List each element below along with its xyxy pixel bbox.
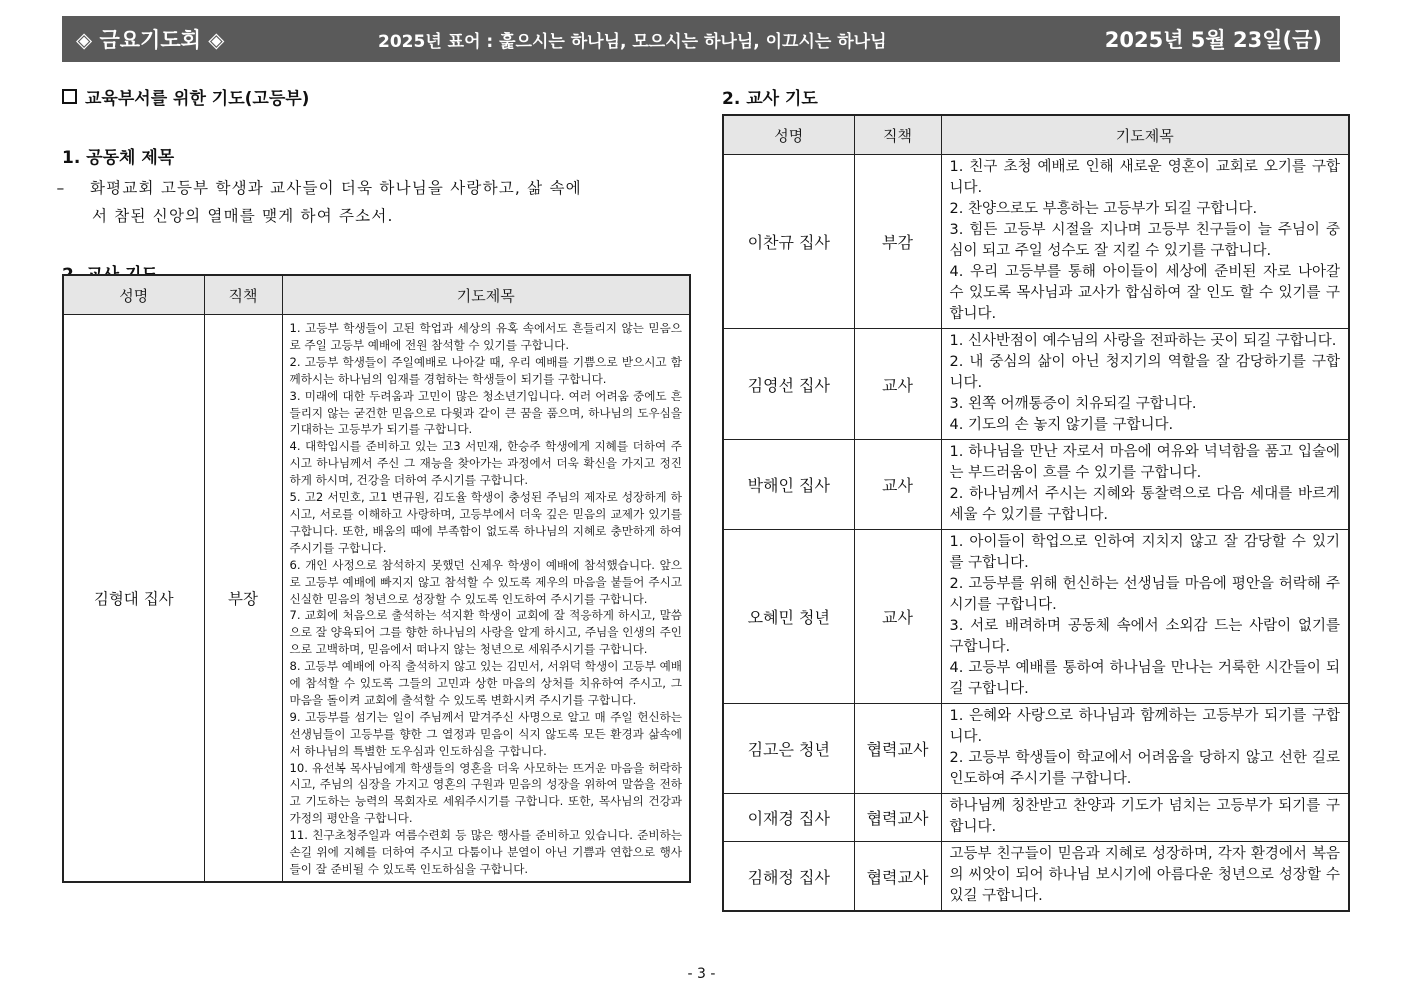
- teacher-role: 교사: [854, 329, 941, 440]
- table-row: [723, 704, 1349, 794]
- teacher-role: 협력교사: [854, 704, 941, 794]
- prayer-list: [941, 842, 1349, 912]
- table-row: [723, 155, 1349, 329]
- right-column: [722, 84, 1348, 904]
- table-header-row: [63, 275, 690, 315]
- teacher-role: 협력교사: [854, 794, 941, 842]
- table-header-row: [723, 115, 1349, 155]
- prayer-list: [282, 315, 690, 882]
- header-prayer: 기도제목: [941, 115, 1349, 155]
- section-title-text: 교육부서를 위한 기도(고등부): [85, 89, 310, 109]
- prayer-item: 1. 은혜와 사랑으로 하나님과 함께하는 고등부가 되기를 구합니다.: [949, 708, 1340, 745]
- teacher-name: 김영선 집사: [723, 329, 854, 440]
- teacher-name: 이찬규 집사: [723, 155, 854, 329]
- prayer-item: 9. 고등부를 섬기는 일이 주님께서 맡겨주신 사명으로 알고 매 주일 헌신하는 선생님들이 고등부를 향한 그 열정과 믿음이 식지 않도록 모든 환경과 삶속에서 하나님의 특별한 도우심과 인도하심을 구합니다.: [289, 709, 682, 758]
- prayer-item: 2. 하나님께서 주시는 지혜와 통찰력으로 다음 세대를 바르게 세울 수 있기를 구합니다.: [949, 486, 1340, 523]
- prayer-list: [941, 704, 1349, 794]
- header-prayer: 기도제목: [282, 275, 690, 315]
- prayer-item: 4. 고등부 예배를 통하여 하나님을 만나는 거룩한 시간들이 되길 구합니다.: [949, 660, 1340, 697]
- teacher-name: 박해인 집사: [723, 440, 854, 530]
- prayer-item: 3. 왼쪽 어깨통증이 치유되길 구합니다.: [949, 396, 1197, 412]
- header-service-title: ◈ 금요기도회 ◈: [76, 28, 225, 52]
- teacher-name: 김해정 집사: [723, 842, 854, 912]
- header-date: 2025년 5월 23일(금): [1104, 28, 1322, 52]
- teacher-role: 부장: [204, 315, 282, 882]
- teacher-prayer-table-left: [62, 274, 691, 883]
- table-row: [723, 842, 1349, 912]
- prayer-item: 2. 내 중심의 삶이 아닌 청지기의 역할을 잘 감당하기를 구합니다.: [949, 354, 1340, 391]
- teacher-role: 교사: [854, 440, 941, 530]
- prayer-item: 2. 고등부를 위해 헌신하는 선생님들 마음에 평안을 허락해 주시기를 구합니다.: [949, 576, 1340, 613]
- teacher-role: 협력교사: [854, 842, 941, 912]
- prayer-item: 3. 서로 배려하며 공동체 속에서 소외감 드는 사람이 없기를 구합니다.: [949, 618, 1340, 655]
- prayer-item: 4. 대학입시를 준비하고 있는 고3 서민재, 한승주 학생에게 지혜를 더하여 주시고 하나님께서 주신 그 재능을 찾아가는 과정에서 더욱 확신을 가지고 정진하게 하시며, 건강을 더하여 주시기를 구합니다.: [289, 439, 683, 488]
- prayer-item: 1. 고등부 학생들이 고된 학업과 세상의 유혹 속에서도 흔들리지 않는 믿음으로 주일 고등부 예배에 전원 참석할 수 있기를 구합니다.: [289, 321, 682, 352]
- prayer-item: 1. 친구 초청 예배로 인해 새로운 영혼이 교회로 오기를 구합니다.: [949, 159, 1340, 196]
- prayer-item: 3. 미래에 대한 두려움과 고민이 많은 청소년기입니다. 여러 어려움 중에도 흔들리지 않는 굳건한 믿음으로 다윗과 같이 큰 꿈을 품으며, 하나님의 도우심을 기대하는 고등부가 되기를 구합니다.: [289, 388, 682, 437]
- teacher-prayer-table-right: [722, 114, 1350, 912]
- table-row: [723, 794, 1349, 842]
- prayer-item: 6. 개인 사정으로 참석하지 못했던 신제우 학생이 예배에 참석했습니다. 앞으로 고등부 예배에 빠지지 않고 참석할 수 있도록 제우의 마음을 붙들어 주시고 신실한 믿음의 청년으로 성장할 수 있도록 인도하여 주시기를 구합니다.: [289, 557, 682, 606]
- prayer-item: 4. 우리 고등부를 통해 아이들이 세상에 준비된 자로 나아갈 수 있도록 목사님과 교사가 합심하여 잘 인도 할 수 있기를 구합니다.: [949, 264, 1340, 322]
- table-row: [723, 440, 1349, 530]
- teacher-role: 부감: [854, 155, 941, 329]
- prayer-item: 3. 힘든 고등부 시절을 지나며 고등부 친구들이 늘 주님이 중심이 되고 주일 성수도 잘 지킬 수 있기를 구합니다.: [949, 222, 1340, 259]
- community-title: 1. 공동체 제목: [62, 148, 175, 168]
- prayer-item: 2. 고등부 학생들이 주일예배로 나아갈 때, 우리 예배를 기쁨으로 받으시고 함께하시는 하나님의 임재를 경험하는 학생들이 되기를 구합니다.: [289, 354, 682, 386]
- left-column: [56, 84, 690, 876]
- teacher-name: 오혜민 청년: [723, 530, 854, 704]
- prayer-item: 1. 아이들이 학업으로 인하여 지치지 않고 잘 감당할 수 있기를 구합니다.: [949, 534, 1340, 571]
- prayer-item: 하나님께 칭찬받고 찬양과 기도가 넘치는 고등부가 되기를 구합니다.: [949, 798, 1340, 835]
- teacher-name: 김고은 청년: [723, 704, 854, 794]
- prayer-item: 1. 하나님을 만난 자로서 마음에 여유와 넉넉함을 품고 입술에는 부드러움이 흐를 수 있기를 구합니다.: [949, 444, 1340, 481]
- prayer-list: [941, 329, 1349, 440]
- dash-bullet-icon: –: [56, 179, 66, 197]
- teacher-role: 교사: [854, 530, 941, 704]
- teacher-name: 이재경 집사: [723, 794, 854, 842]
- section-title: [62, 84, 690, 109]
- table-row: [723, 329, 1349, 440]
- checkbox-square-icon: [62, 89, 77, 104]
- prayer-item: 4. 기도의 손 놓지 않기를 구합니다.: [949, 417, 1174, 433]
- table-row: [723, 530, 1349, 704]
- prayer-item: 고등부 친구들이 믿음과 지혜로 성장하며, 각자 환경에서 복음의 씨앗이 되어 하나님 보시기에 아름다운 청년으로 성장할 수 있길 구합니다.: [949, 846, 1340, 904]
- community-text-line2: 서 참된 신앙의 열매를 맺게 하여 주소서.: [92, 207, 394, 225]
- prayer-list: [941, 155, 1349, 329]
- header-name: 성명: [723, 115, 854, 155]
- community-text: [56, 174, 690, 230]
- prayer-item: 2. 찬양으로도 부흥하는 고등부가 되길 구합니다.: [949, 201, 1258, 217]
- prayer-list: [941, 530, 1349, 704]
- header-name: 성명: [63, 275, 204, 315]
- prayer-item: 2. 고등부 학생들이 학교에서 어려움을 당하지 않고 선한 길로 인도하여 주시기를 구합니다.: [949, 750, 1340, 787]
- prayer-item: 11. 친구초청주일과 여름수련회 등 많은 행사를 준비하고 있습니다. 준비하는 손길 위에 지혜를 더하여 주시고 다툼이나 분열이 아닌 기쁨과 연합으로 행사들이 잘 준비될 수 있도록 인도하심을 구합니다.: [289, 828, 682, 876]
- page-number: - 3 -: [687, 966, 716, 982]
- prayer-item: 10. 유선복 목사님에게 학생들의 영혼을 더욱 사모하는 뜨거운 마음을 허락하시고, 주님의 심장을 가지고 영혼의 구원과 믿음의 성장을 위하여 말씀을 전하고 기도하는 능력의 목회자로 세워주시기를 구합니다. 또한, 목사님의 건강과 가정의 평안을 구합니다.: [289, 760, 682, 826]
- prayer-item: 7. 교회에 처음으로 출석하는 석지환 학생이 교회에 잘 적응하게 하시고, 말씀으로 잘 양육되어 그를 향한 하나님의 사랑을 알게 하시고, 주님을 인생의 주인으로 고백하며, 믿음에서 떠나지 않는 청년으로 세워주시기를 구합니다.: [289, 608, 682, 657]
- table-row: [63, 315, 690, 882]
- header-motto: 2025년 표어 : 훑으시는 하나님, 모으시는 하나님, 이끄시는 하나님: [378, 31, 887, 52]
- header-role: 직책: [854, 115, 941, 155]
- prayer-list: [941, 440, 1349, 530]
- community-text-line1: – 화평교회 고등부 학생과 교사들이 더욱 하나님을 사랑하고, 삶 속에: [62, 174, 690, 202]
- teacher-prayer-title-right: 2. 교사 기도: [722, 89, 818, 109]
- header-role: 직책: [204, 275, 282, 315]
- page-header: [62, 16, 1340, 62]
- prayer-item: 8. 고등부 예배에 아직 출석하지 않고 있는 김민서, 서위덕 학생이 고등부 예배에 참석할 수 있도록 그들의 고민과 상한 마음의 상처를 치유하여 주시고, 그 마음을 돌이켜 교회에 출석할 수 있도록 변화시켜 주시기를 구합니다.: [289, 659, 682, 707]
- prayer-list: [941, 794, 1349, 842]
- teacher-name: 김형대 집사: [63, 315, 204, 882]
- prayer-item: 1. 신사반점이 예수님의 사랑을 전파하는 곳이 되길 구합니다.: [949, 333, 1337, 349]
- prayer-item: 5. 고2 서민호, 고1 변규원, 김도율 학생이 충성된 주님의 제자로 성장하게 하시고, 서로를 이해하고 사랑하며, 고등부에서 더욱 깊은 믿음의 교제가 있기를 구합니다. 또한, 배움의 때에 부족함이 없도록 하나님의 지혜로 충만하게 하여 주시기를 구합니다.: [289, 490, 682, 555]
